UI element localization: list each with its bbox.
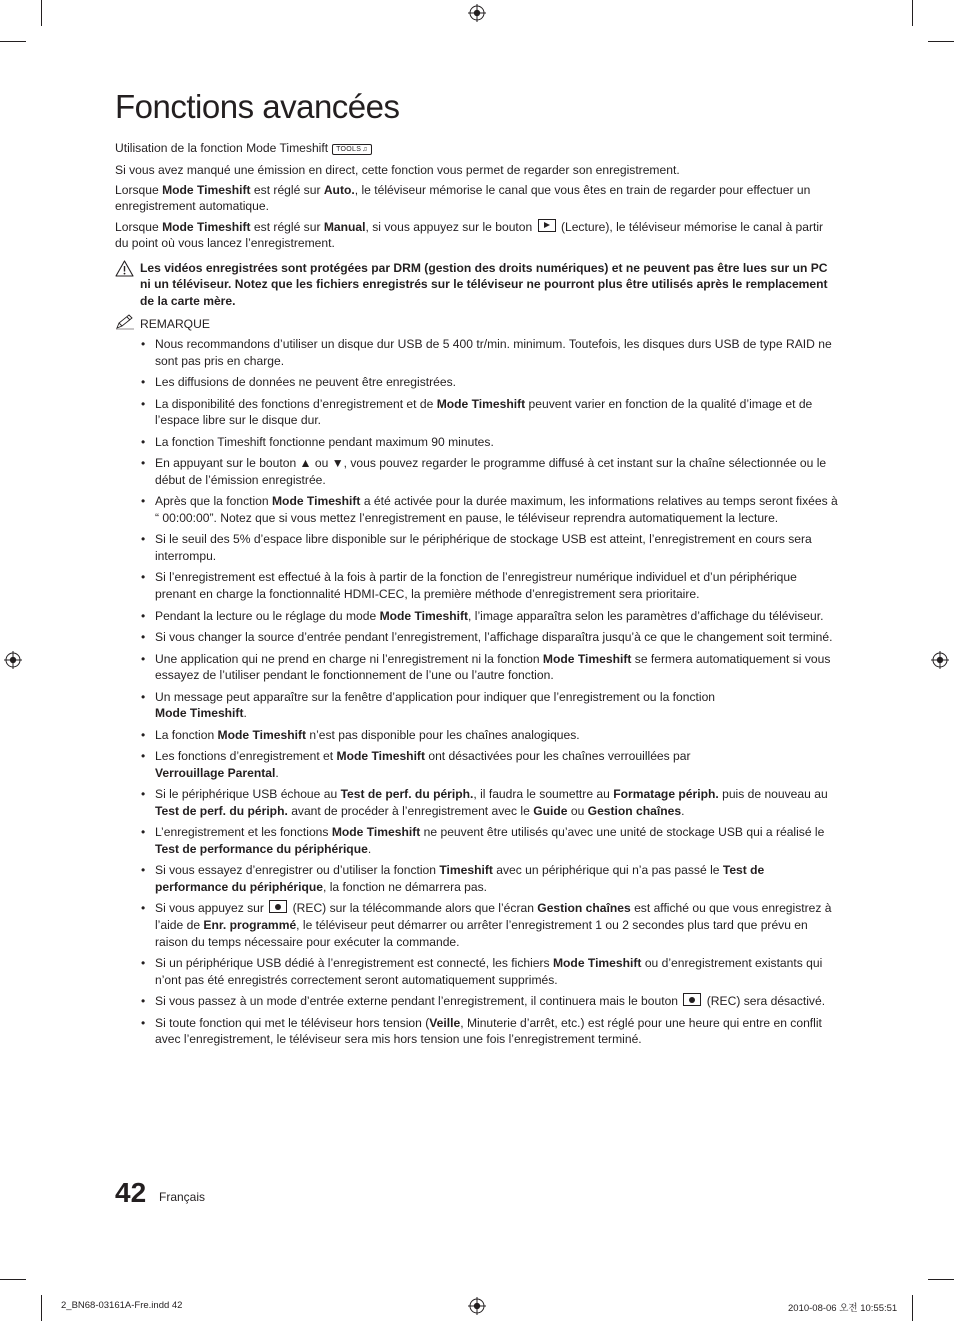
crop-mark (928, 41, 954, 42)
text: Si vous appuyez sur (155, 901, 268, 916)
text: Lorsque (115, 182, 163, 197)
bold-term: Mode Timeshift (552, 956, 642, 971)
pencil-note-icon (115, 314, 135, 335)
bold-term: Manual (323, 219, 366, 234)
text: , le téléviseur peut démarrer ou arrêter l’enregistrement 1 ou 2 secondes plus tard que prévu en raison du temps nécessaire pour exécuter la commande. (155, 918, 808, 949)
crop-mark (912, 1295, 913, 1321)
bold-term: Test de perf. du périph. (155, 803, 288, 818)
bold-term: Mode Timeshift (336, 749, 425, 764)
text: avec un périphérique qui n’a pas passé le (492, 863, 723, 878)
record-button-icon (269, 900, 287, 913)
intro-paragraph: Si vous avez manqué une émission en direct, cette fonction vous permet de regarder son enregistrement. (115, 162, 680, 177)
list-item (115, 651, 839, 684)
text: n’est pas disponible pour les chaînes analogiques. (306, 727, 580, 742)
list-item (115, 900, 839, 950)
page-title: Fonctions avancées (115, 88, 400, 125)
bold-term: Timeshift (439, 863, 493, 878)
warning-icon (115, 260, 134, 282)
text: La fonction (155, 727, 218, 742)
registration-mark-icon (4, 651, 22, 669)
play-button-icon (538, 219, 556, 232)
text: puis de nouveau au (718, 787, 828, 802)
bold-term: Veille (429, 1015, 461, 1030)
bold-term: Mode Timeshift (217, 727, 307, 742)
text: Une application qui ne prend en charge ni l’enregistrement ni la fonction (155, 651, 543, 666)
bold-term: Mode Timeshift (436, 396, 526, 411)
text: Si vous passez à un mode d’entrée externe pendant l’enregistrement, il continuera mais le bouton (155, 994, 682, 1009)
list-item: • En appuyant sur le bouton ▲ ou ▼, vous pouvez regarder le programme diffusé à cet instant sur la chaîne sélectionnée ou le début de l’émission enregistrée. (115, 455, 839, 488)
list-item: • Les diffusions de données ne peuvent être enregistrées. (115, 374, 839, 391)
list-item (115, 396, 839, 429)
main-content (115, 140, 839, 1053)
bold-term: Mode Timeshift (379, 608, 469, 623)
text: L’enregistrement et les fonctions (155, 825, 332, 840)
text: Si toute fonction qui met le téléviseur hors tension ( (155, 1015, 430, 1030)
warning-text: Les vidéos enregistrées sont protégées par DRM (gestion des droits numériques) et ne peuvent pas être lues sur un PC ni un téléviseur. Notez que les fichiers enregistrés sur le téléviseur ne pourront plus être utilisés après le remplacement de la carte mère. (140, 260, 828, 308)
crop-mark (0, 41, 26, 42)
text: ont désactivées pour les chaînes verrouillées par (425, 749, 691, 764)
bold-term: Mode Timeshift (542, 651, 632, 666)
text: Les fonctions d’enregistrement et (155, 749, 337, 764)
list-item (115, 824, 839, 857)
text: est réglé sur (250, 182, 324, 197)
bold-term: Guide (533, 803, 568, 818)
language-label: Français (159, 1190, 206, 1204)
text: Un message peut apparaître sur la fenêtre d’application pour indiquer que l’enregistrement ou la fonction (155, 689, 716, 704)
list-item (115, 955, 839, 988)
text: . (681, 803, 685, 818)
text: est affiché ou que vous enregistrez à l’aide de (155, 901, 832, 933)
tools-badge-label: TOOLS (336, 146, 362, 153)
note-heading-text: REMARQUE (140, 316, 210, 331)
list-item (115, 786, 839, 819)
text: ou d’enregistrement existants qui n’ont pas été enregistrés correctement seront automatiquement supprimés. (155, 956, 823, 987)
text: Après que la fonction (155, 494, 272, 509)
text: Si vous essayez d’enregistrer ou d’utiliser la fonction (155, 863, 440, 878)
list-item (115, 608, 839, 625)
text: , il faudra le soumettre au (473, 787, 614, 802)
list-item (115, 493, 839, 526)
note-heading (115, 316, 839, 333)
list-item: • La fonction Timeshift fonctionne pendant maximum 90 minutes. (115, 434, 839, 451)
text: ne peuvent être utilisés qu’avec une unité de stockage USB qui a réalisé le (420, 825, 825, 840)
text: est réglé sur (250, 219, 324, 234)
tools-icon: ♫ (362, 146, 368, 153)
text: , l’image apparaîtra selon les paramètres d’affichage du téléviseur. (468, 608, 824, 623)
list-item (115, 862, 839, 895)
bold-term: Verrouillage Parental (155, 765, 276, 780)
registration-mark-icon (931, 651, 949, 669)
crop-mark (912, 0, 913, 26)
list-item (115, 748, 839, 781)
text: (REC) sera désactivé. (703, 994, 826, 1009)
registration-mark-icon (468, 1297, 486, 1315)
bold-term: Mode Timeshift (162, 182, 251, 197)
bold-term: Mode Timeshift (162, 219, 251, 234)
list-item (115, 1015, 839, 1048)
bold-term: Test de performance du périphérique (155, 841, 368, 856)
section-heading-text: Utilisation de la fonction Mode Timeshift (115, 141, 329, 155)
list-item: • Si l’enregistrement est effectué à la fois à partir de la fonction de l’enregistreur numérique individuel et d’un périphérique prenant en charge la fonctionnalité HDMI-CEC, la première méthode d’enregistrement sera prioritaire. (115, 569, 839, 602)
text: avant de procéder à l’enregistrement avec le (287, 803, 534, 818)
section-heading (115, 140, 839, 157)
registration-mark-icon (468, 4, 486, 22)
text: peuvent varier en fonction de la qualité d’image et de l’espace libre sur le disque dur. (155, 396, 813, 428)
text: Si le périphérique USB échoue au (155, 787, 341, 802)
tools-badge (332, 144, 372, 155)
text: ou (567, 803, 588, 818)
text: Si un périphérique USB dédié à l’enregistrement est connecté, les fichiers (155, 956, 553, 971)
notes-list (115, 336, 839, 1048)
bold-term: Mode Timeshift (271, 494, 361, 509)
list-item: • Nous recommandons d’utiliser un disque dur USB de 5 400 tr/min. minimum. Toutefois, les disques durs USB de type RAID ne sont pas pris en charge. (115, 336, 839, 369)
list-item: • Si le seuil des 5% d’espace libre disponible sur le périphérique de stockage USB est atteint, l’enregistrement en cours sera interrompu. (115, 531, 839, 564)
record-button-icon (683, 993, 701, 1006)
text: a été activée pour la durée maximum, les informations relatives au temps seront fixées à “ 00:00:00”. Notez que si vous mettez l’enregistrement en pause, le téléviseur reprendra automatiquement la lecture. (155, 494, 838, 525)
bold-term: Test de performance du périphérique (155, 863, 765, 894)
list-item (115, 727, 839, 744)
crop-mark (928, 1279, 954, 1280)
page-number: 42 (115, 1177, 147, 1208)
list-item: • Si vous changer la source d’entrée pendant l’enregistrement, l’affichage disparaîtra jusqu’à ce que le changement soit terminé. (115, 629, 839, 646)
text: Lorsque (115, 219, 163, 234)
bold-term: Formatage périph. (613, 787, 719, 802)
text: . (275, 765, 279, 780)
crop-mark (41, 0, 42, 26)
bold-term: Gestion chaînes (587, 803, 682, 818)
footer-date-info: 2010-08-06 오전 10:55:51 (788, 1303, 898, 1314)
bold-term: Mode Timeshift (155, 706, 244, 721)
auto-mode-paragraph (115, 182, 839, 215)
list-item (115, 689, 839, 722)
text: (Lecture), le téléviseur mémorise le canal à partir du point où vous lancez l’enregistrement. (115, 219, 824, 251)
text: , la fonction ne démarrera pas. (323, 880, 488, 894)
bold-term: Mode Timeshift (331, 825, 421, 840)
warning-note (115, 260, 839, 310)
manual-mode-paragraph (115, 219, 839, 252)
text: se fermera automatiquement si vous essayez de l’utiliser pendant le fonctionnement de l’une ou l’autre fonction. (155, 651, 831, 683)
text: La disponibilité des fonctions d’enregistrement et de (155, 396, 437, 411)
text: Pendant la lecture ou le réglage du mode (155, 608, 380, 623)
bold-term: Auto. (323, 182, 355, 197)
crop-mark (41, 1295, 42, 1321)
text: , si vous appuyez sur le bouton (365, 219, 536, 234)
text: . (243, 706, 247, 721)
crop-mark (0, 1279, 26, 1280)
text: , Minuterie d’arrêt, etc.) est réglé pour une heure qui entre en conflit avec l’enregistrement, le téléviseur sera mis hors tension une fois l’enregistrement terminé. (155, 1015, 822, 1047)
bold-term: Test de perf. du périph. (340, 787, 474, 802)
bold-term: Enr. programmé (203, 918, 297, 933)
bold-term: Gestion chaînes (537, 901, 631, 916)
text: , le téléviseur mémorise le canal que vous êtes en train de regarder pour effectuer un enregistrement automatique. (115, 182, 811, 214)
footer-file-info: 2_BN68-03161A-Fre.indd 42 (61, 1300, 183, 1311)
text: (REC) sur la télécommande alors que l’écran (289, 901, 538, 916)
text: . (367, 841, 372, 856)
list-item (115, 993, 839, 1010)
